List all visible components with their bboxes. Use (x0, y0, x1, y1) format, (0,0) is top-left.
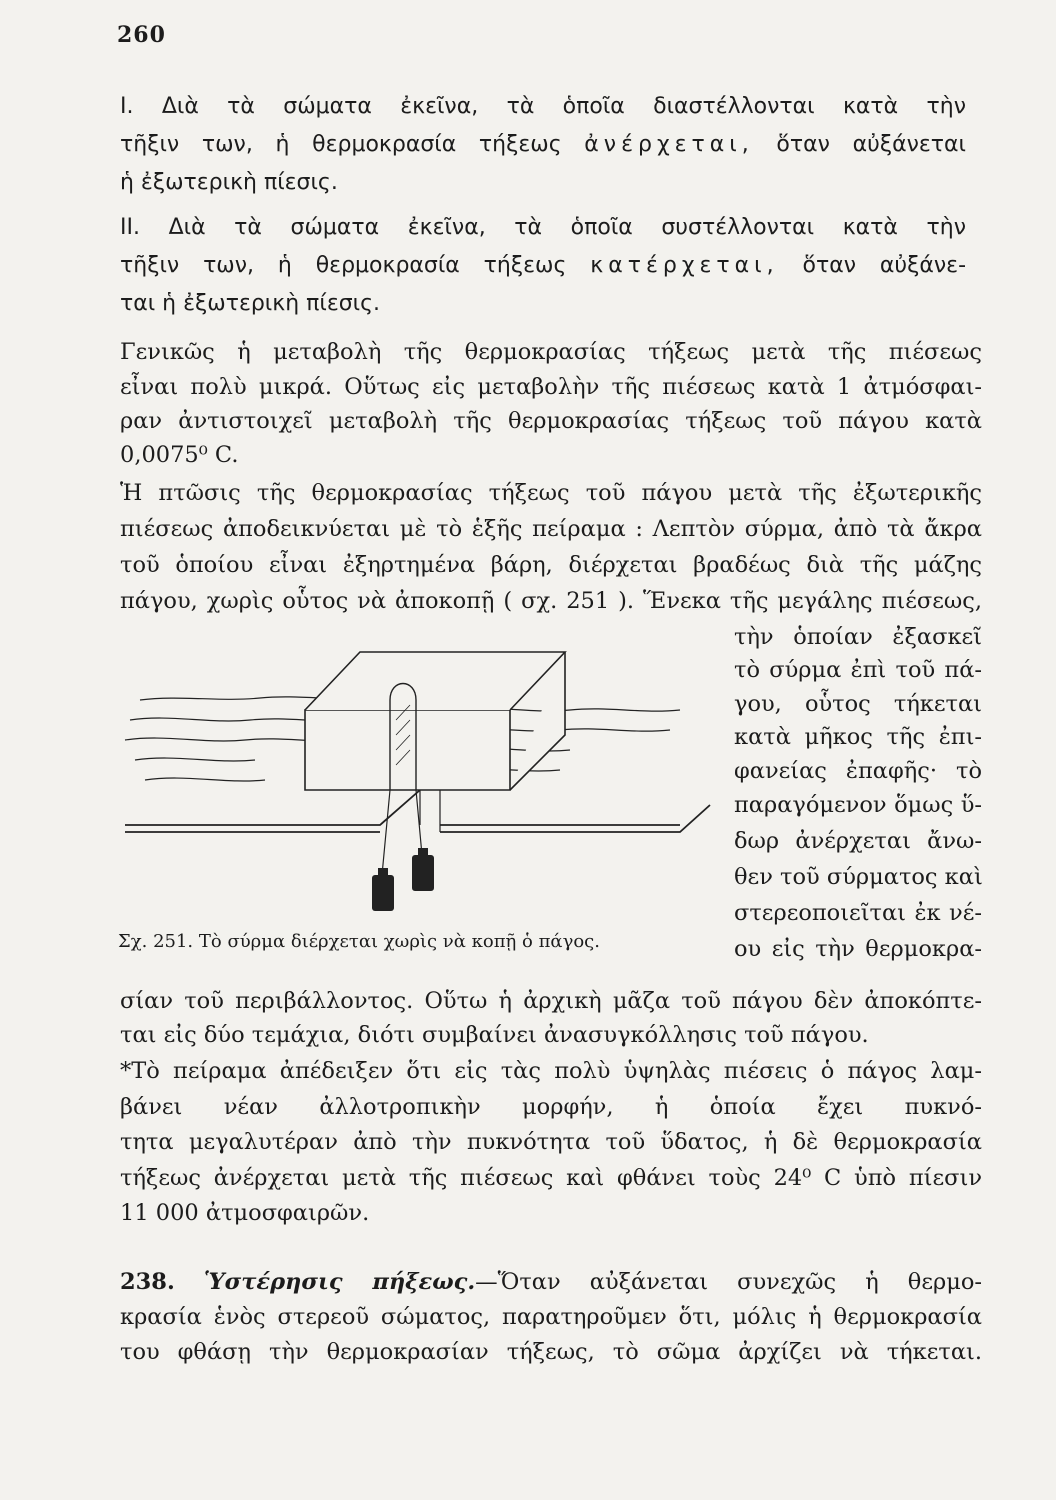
note-line-2: βάνει νέαν ἀλλοτροπικὴν μορφήν, ἡ ὁποία ἔχει πυκνό- (120, 1094, 982, 1120)
side-line-10: ου εἰς τὴν θερμοκρα- (734, 936, 982, 962)
side-line-5: φανείας ἐπαφῆς· τὸ (734, 758, 982, 784)
section-number: 238. (120, 1269, 175, 1295)
note-line-1: *Τὸ πείραμα ἀπέδειξεν ὅτι εἰς τὰς πολὺ ὑψηλὰς πιέσεις ὁ πάγος λαμ- (120, 1058, 982, 1084)
side-line-9: στερεοποιεῖται ἐκ νέ- (734, 900, 982, 926)
experiment-end-line-1: σίαν τοῦ περιβάλλοντος. Οὕτω ἡ ἀρχικὴ μᾶζα τοῦ πάγου δὲν ἀποκόπτε- (120, 988, 982, 1014)
case-ii-text-a: τῆξιν των, ἡ θερμοκρασία τήξεως (120, 253, 567, 278)
general-para-line-3: ραν ἀντιστοιχεῖ μεταβολὴ τῆς θερμοκρασίας τήξεως τοῦ πάγου κατὰ (120, 408, 982, 434)
section-title: Ὑστέρησις πήξεως. (203, 1269, 476, 1295)
case-ii-line-1: II. Διὰ τὰ σώματα ἐκεῖνα, τὰ ὁποῖα συστέλλονται κατὰ τὴν (120, 215, 966, 240)
case-i-line-2 (120, 130, 966, 160)
side-line-6: παραγόμενον ὅμως ὕ- (734, 792, 982, 818)
side-line-2: τὸ σύρμα ἐπὶ τοῦ πά- (734, 657, 982, 683)
side-line-8: θεν τοῦ σύρματος καὶ (734, 864, 983, 890)
section-line-2: κρασία ἑνὸς στερεοῦ σώματος, παρατηροῦμεν ὅτι, μόλις ἡ θερμοκρασία (120, 1304, 982, 1330)
experiment-para-line-3: τοῦ ὁποίου εἶναι ἐξηρτημένα βάρη, διέρχεται βραδέως διὰ τῆς μάζης (120, 552, 982, 578)
case-i-text-b: ὅταν αὐξάνεται (776, 132, 966, 157)
section-heading-line (120, 1267, 982, 1297)
general-para-line-2: εἶναι πολὺ μικρά. Οὕτως εἰς μεταβολὴν τῆς πιέσεως κατὰ 1 ἀτμόσφαι- (120, 374, 982, 400)
case-i-line-3: ἡ ἐξωτερικὴ πίεσις. (120, 170, 338, 195)
section-first-line-rest: —Ὅταν αὐξάνεται συνεχῶς ἡ θερμο- (475, 1269, 982, 1295)
section-line-3: του φθάσῃ τὴν θερμοκρασίαν τήξεως, τὸ σῶμα ἀρχίζει νὰ τήκεται. (120, 1339, 982, 1365)
experiment-para-line-1: Ἡ πτῶσις τῆς θερμοκρασίας τήξεως τοῦ πάγου μετὰ τῆς ἐξωτερικῆς (120, 480, 982, 506)
experiment-para-line-2: πιέσεως ἀποδεικνύεται μὲ τὸ ἑξῆς πείραμα : Λεπτὸν σύρμα, ἀπὸ τὰ ἄκρα (120, 516, 982, 542)
general-para-line-1: Γενικῶς ἡ μεταβολὴ τῆς θερμοκρασίας τήξεως μετὰ τῆς πιέσεως (120, 339, 982, 365)
page-number: 260 (117, 22, 166, 48)
case-i-emphasis: ἀνέρχεται, (584, 132, 754, 157)
note-line-3: τητα μεγαλυτέραν ἀπὸ τὴν πυκνότητα τοῦ ὕδατος, ἡ δὲ θερμοκρασία (120, 1129, 982, 1155)
case-ii-text-b: ὅταν αὐξάνε- (802, 253, 967, 278)
experiment-end-line-2: ται εἰς δύο τεμάχια, διότι συμβαίνει ἀνασυγκόλλησις τοῦ πάγου. (120, 1022, 869, 1048)
case-i-line-1: I. Διὰ τὰ σώματα ἐκεῖνα, τὰ ὁποῖα διαστέλλονται κατὰ τὴν (120, 94, 966, 119)
side-line-1: τὴν ὁποίαν ἐξασκεῖ (734, 624, 982, 650)
figure-ice-block-wire (120, 640, 720, 930)
general-para-line-4: 0,0075⁰ C. (120, 442, 239, 468)
side-line-4: κατὰ μῆκος τῆς ἐπι- (734, 724, 982, 750)
case-ii-emphasis: κατέρχεται, (590, 253, 779, 278)
case-i-text-a: τῆξιν των, ἡ θερμοκρασία τήξεως (120, 132, 562, 157)
note-line-4: τήξεως ἀνέρχεται μετὰ τῆς πιέσεως καὶ φθάνει τοὺς 24⁰ C ὑπὸ πίεσιν (120, 1165, 982, 1191)
case-ii-line-3: ται ἡ ἐξωτερικὴ πίεσις. (120, 291, 381, 316)
side-line-3: γου, οὗτος τήκεται (734, 691, 982, 717)
figure-caption: Σχ. 251. Τὸ σύρμα διέρχεται χωρὶς νὰ κοπῇ ὁ πάγος. (118, 931, 600, 952)
note-line-5: 11 000 ἀτμοσφαιρῶν. (120, 1200, 370, 1226)
case-ii-line-2 (120, 251, 966, 281)
experiment-para-line-4: πάγου, χωρὶς οὗτος νὰ ἀποκοπῇ ( σχ. 251 ). Ἕνεκα τῆς μεγάλης πιέσεως, (120, 588, 982, 614)
side-line-7: δωρ ἀνέρχεται ἄνω- (734, 828, 982, 854)
